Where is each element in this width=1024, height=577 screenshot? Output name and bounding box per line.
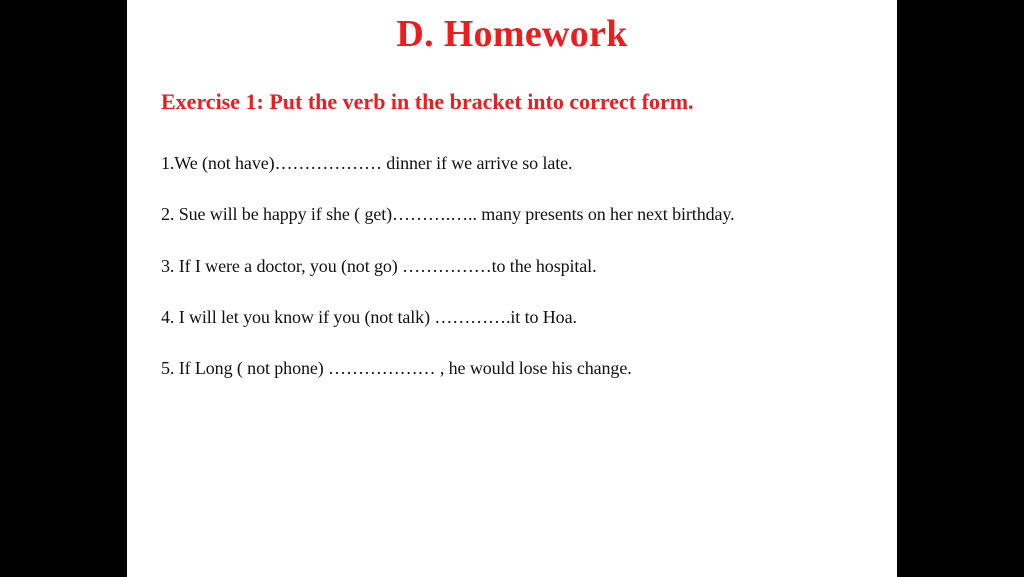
exercise-item-5: 5. If Long ( not phone) ……………… , he would lose his change. [161,358,632,378]
exercise-heading: Exercise 1: Put the verb in the bracket into correct form. [161,89,694,114]
exercise-item-3: 3. If I were a doctor, you (not go) ……………to the hospital. [161,256,597,276]
slide [127,0,897,577]
exercise-item-1: 1.We (not have)……………… dinner if we arrive so late. [161,153,573,173]
exercise-item-2: 2. Sue will be happy if she ( get)……….….. many presents on her next birthday. [161,204,735,224]
slide-title: D. Homework [396,13,628,55]
exercise-item-4: 4. I will let you know if you (not talk) ………….it to Hoa. [161,307,577,327]
